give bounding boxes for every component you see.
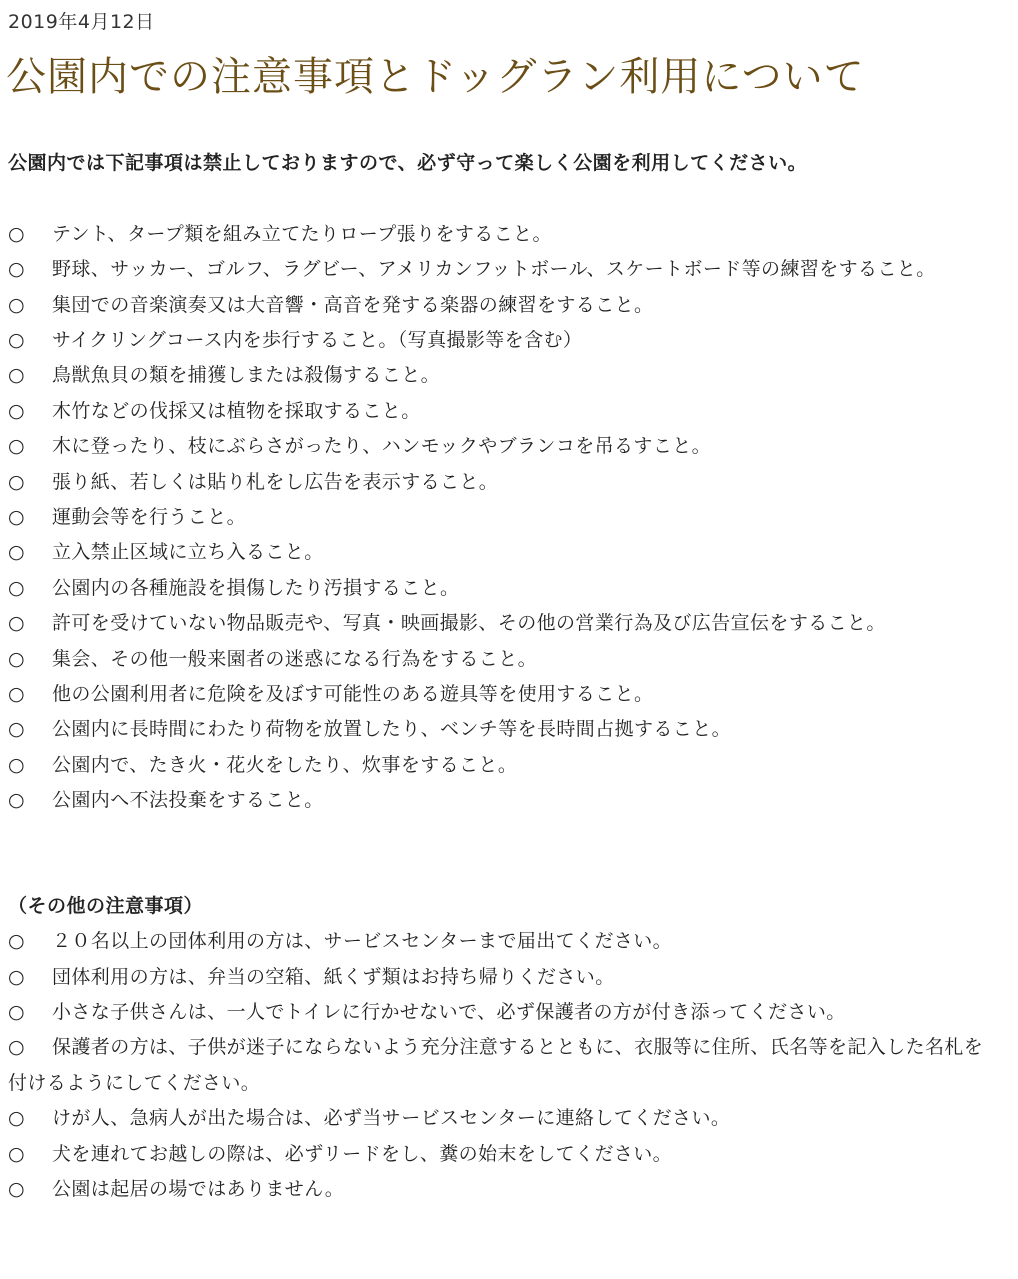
list-item xyxy=(8,571,998,606)
list-item-text: けが人、急病人が出た場合は、必ず当サービスセンターに連絡してください。 xyxy=(52,1107,731,1130)
prohibited-list xyxy=(8,217,998,819)
bullet-icon: ○ xyxy=(8,1036,25,1059)
list-item-text: 木竹などの伐採又は植物を採取すること。 xyxy=(52,399,421,422)
list-item xyxy=(8,1030,998,1101)
bullet-icon: ○ xyxy=(8,506,25,529)
list-item-text: 保護者の方は、子供が迷子にならないよう充分注意するとともに、衣服等に住所、氏名等を記入した名札を付けるようにしてください。 xyxy=(8,1036,984,1094)
list-item xyxy=(8,1137,998,1172)
bullet-icon: ○ xyxy=(8,541,25,564)
intro-text: 公園内では下記事項は禁止しておりますので、必ず守って楽しく公園を利用してください。 xyxy=(8,152,808,174)
bullet-icon: ○ xyxy=(8,470,25,493)
list-item xyxy=(8,1172,998,1207)
list-item-text: 公園内で、たき火・花火をしたり、炊事をすること。 xyxy=(52,753,518,776)
list-item-text: 張り紙、若しくは貼り札をし広告を表示すること。 xyxy=(52,470,499,493)
list-item xyxy=(8,323,998,358)
list-item xyxy=(8,642,998,677)
list-item-text: 集会、その他一般来園者の迷惑になる行為をすること。 xyxy=(52,647,538,670)
list-item xyxy=(8,606,998,641)
bullet-icon: ○ xyxy=(8,753,25,776)
other-notes-heading: （その他の注意事項） xyxy=(8,894,204,917)
list-item-text: 犬を連れてお越しの際は、必ずリードをし、糞の始末をしてください。 xyxy=(52,1142,673,1165)
list-item-text: 許可を受けていない物品販売や、写真・映画撮影、その他の営業行為及び広告宣伝をすること。 xyxy=(52,612,886,635)
list-item-text: 鳥獣魚貝の類を捕獲しまたは殺傷すること。 xyxy=(52,364,441,387)
bullet-icon: ○ xyxy=(8,647,25,670)
list-item xyxy=(8,924,998,959)
list-item-text: 公園内の各種施設を損傷したり汚損すること。 xyxy=(52,576,460,599)
bullet-icon: ○ xyxy=(8,683,25,706)
bullet-icon: ○ xyxy=(8,293,25,316)
list-item xyxy=(8,358,998,393)
list-item xyxy=(8,960,998,995)
list-item-text: 公園内に長時間にわたり荷物を放置したり、ベンチ等を長時間占拠すること。 xyxy=(52,718,732,741)
list-item-text: 木に登ったり、枝にぶらさがったり、ハンモックやブランコを吊るすこと。 xyxy=(52,435,712,458)
list-item-text: 公園は起居の場ではありません。 xyxy=(52,1177,345,1200)
bullet-icon: ○ xyxy=(8,1142,25,1165)
list-item-text: ２０名以上の団体利用の方は、サービスセンターまで届出てください。 xyxy=(52,930,673,953)
article-body xyxy=(8,146,998,1207)
list-item xyxy=(8,252,998,287)
list-item-text: 公園内へ不法投棄をすること。 xyxy=(52,789,324,812)
list-item xyxy=(8,465,998,500)
list-item-text: 野球、サッカー、ゴルフ、ラグビー、アメリカンフットボール、スケートボード等の練習をすること。 xyxy=(52,258,936,281)
list-item-text: テント、タープ類を組み立てたりロープ張りをすること。 xyxy=(52,222,552,245)
bullet-icon: ○ xyxy=(8,576,25,599)
list-item xyxy=(8,394,998,429)
bullet-icon: ○ xyxy=(8,364,25,387)
list-item xyxy=(8,748,998,783)
bullet-icon: ○ xyxy=(8,329,25,352)
list-item-text: 立入禁止区域に立ち入ること。 xyxy=(52,541,324,564)
list-item xyxy=(8,783,998,818)
bullet-icon: ○ xyxy=(8,222,25,245)
list-item xyxy=(8,677,998,712)
bullet-icon: ○ xyxy=(8,399,25,422)
bullet-icon: ○ xyxy=(8,965,25,988)
other-notes-list xyxy=(8,924,998,1207)
list-item-text: サイクリングコース内を歩行すること。（写真撮影等を含む） xyxy=(52,329,583,352)
page-title: 公園内での注意事項とドッグラン利用について xyxy=(6,54,865,100)
list-item xyxy=(8,429,998,464)
list-item-text: 他の公園利用者に危険を及ぼす可能性のある遊具等を使用すること。 xyxy=(52,683,654,706)
post-date: 2019年4月12日 xyxy=(8,11,155,33)
bullet-icon: ○ xyxy=(8,1000,25,1023)
bullet-icon: ○ xyxy=(8,789,25,812)
list-item xyxy=(8,217,998,252)
list-item-text: 小さな子供さんは、一人でトイレに行かせないで、必ず保護者の方が付き添ってください。 xyxy=(52,1000,846,1023)
list-item xyxy=(8,995,998,1030)
bullet-icon: ○ xyxy=(8,1107,25,1130)
bullet-icon: ○ xyxy=(8,930,25,953)
bullet-icon: ○ xyxy=(8,718,25,741)
list-item-text: 集団での音楽演奏又は大音響・高音を発する楽器の練習をすること。 xyxy=(52,293,654,316)
bullet-icon: ○ xyxy=(8,258,25,281)
spacer xyxy=(8,819,998,889)
bullet-icon: ○ xyxy=(8,435,25,458)
bullet-icon: ○ xyxy=(8,612,25,635)
spacer xyxy=(8,181,998,216)
list-item xyxy=(8,535,998,570)
list-item xyxy=(8,500,998,535)
list-item xyxy=(8,288,998,323)
list-item xyxy=(8,1101,998,1136)
bullet-icon: ○ xyxy=(8,1177,25,1200)
list-item-text: 団体利用の方は、弁当の空箱、紙くず類はお持ち帰りください。 xyxy=(52,965,615,988)
list-item xyxy=(8,712,998,747)
list-item-text: 運動会等を行うこと。 xyxy=(52,506,247,529)
